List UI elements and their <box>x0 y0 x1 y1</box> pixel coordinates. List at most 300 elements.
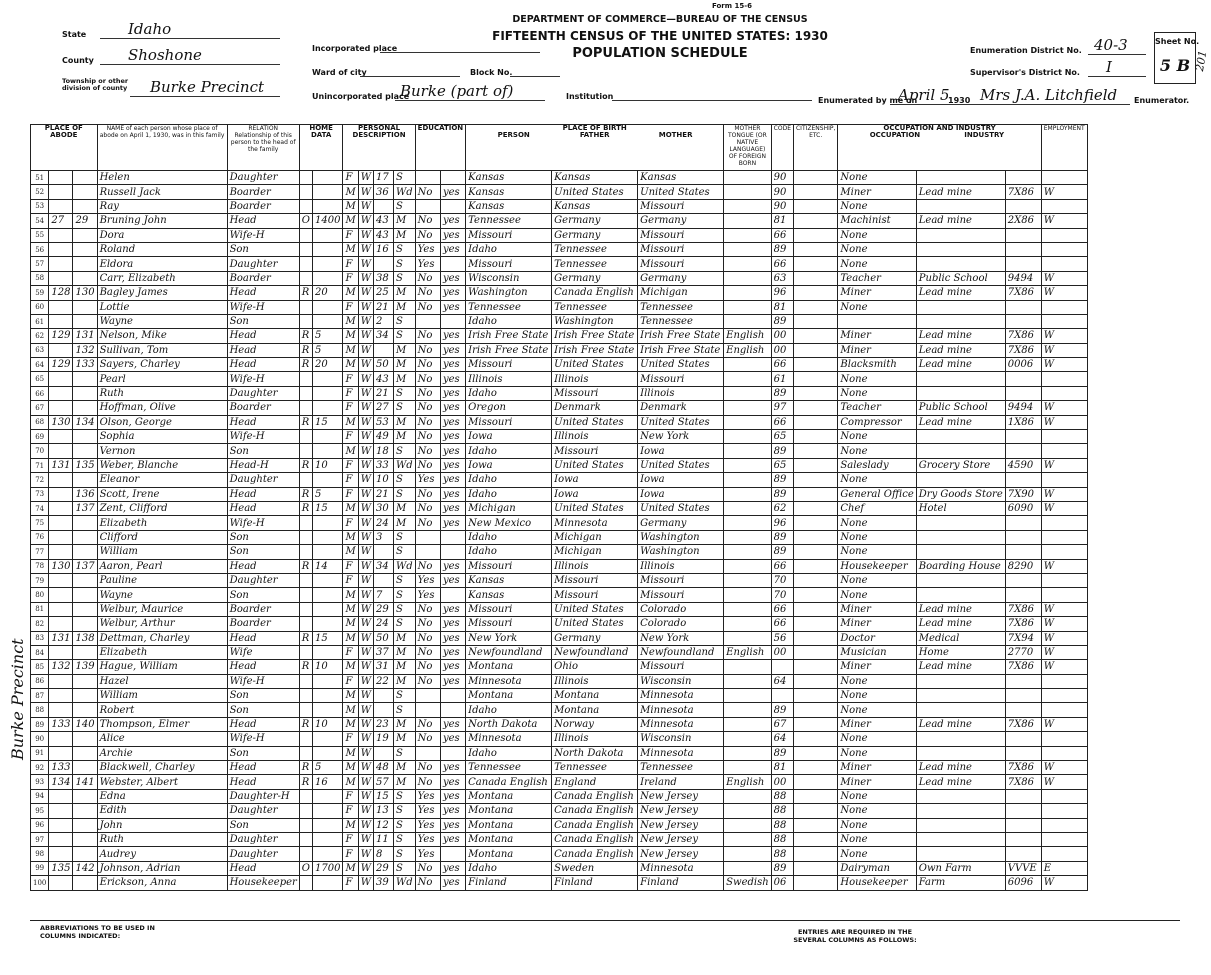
cell-bp: Idaho <box>466 861 552 875</box>
cell-dw <box>49 789 73 803</box>
cell-val <box>313 876 343 890</box>
cell-lang <box>724 372 772 386</box>
cell-age: 49 <box>373 430 393 444</box>
cell-sex: M <box>343 660 358 674</box>
cell-dw <box>49 199 73 213</box>
cell-sex: F <box>343 674 358 688</box>
table-row <box>31 343 1088 357</box>
cell-name: Wayne <box>97 314 227 328</box>
cell-rel: Wife-H <box>227 732 299 746</box>
cell-ind: Lead mine <box>916 660 1005 674</box>
cell-lang <box>724 314 772 328</box>
cell-mbp: Wisconsin <box>638 732 724 746</box>
cell-fam <box>73 228 97 242</box>
cell-read: yes <box>440 185 465 199</box>
cell-school: No <box>415 674 440 688</box>
margin-note: Burke Precinct <box>8 638 27 760</box>
unincorporated-value: Burke (part of) <box>400 82 514 100</box>
cell-lang <box>724 761 772 775</box>
cell-dw <box>49 343 73 357</box>
cell-val <box>313 300 343 314</box>
cell-wk: W <box>1041 271 1087 285</box>
cell-fbp: Kansas <box>552 171 638 185</box>
cell-cit <box>793 617 837 631</box>
cell-wk: W <box>1041 717 1087 731</box>
cell-val <box>313 732 343 746</box>
cell-fbp: Sweden <box>552 861 638 875</box>
cell-rel: Housekeeper <box>227 876 299 890</box>
cell-rel: Head <box>227 415 299 429</box>
cell-oc: 6090 <box>1005 501 1041 515</box>
cell-mar: S <box>393 271 415 285</box>
cell-mbp: United States <box>638 185 724 199</box>
cell-sex: M <box>343 242 358 256</box>
cell-lang <box>724 660 772 674</box>
table-row <box>31 271 1088 285</box>
cell-val <box>313 832 343 846</box>
cell-val: 15 <box>313 631 343 645</box>
cell-fbp: Illinois <box>552 559 638 573</box>
cell-val <box>313 171 343 185</box>
cell-ind: Lead mine <box>916 358 1005 372</box>
cell-val <box>313 674 343 688</box>
township-value: Burke Precinct <box>150 78 265 96</box>
cell-val <box>313 242 343 256</box>
cell-rel: Son <box>227 314 299 328</box>
cell-age: 18 <box>373 444 393 458</box>
cell-mar: S <box>393 487 415 501</box>
cell-ind <box>916 171 1005 185</box>
cell-mbp: Minnesota <box>638 861 724 875</box>
cell-code: 70 <box>771 588 793 602</box>
cell-fam <box>73 832 97 846</box>
cell-fbp: Canada English <box>552 832 638 846</box>
cell-val: 20 <box>313 358 343 372</box>
cell-lang <box>724 415 772 429</box>
cell-sex: M <box>343 631 358 645</box>
cell-school: Yes <box>415 573 440 587</box>
cell-line: 96 <box>31 818 49 832</box>
cell-cit <box>793 804 837 818</box>
cell-line: 72 <box>31 473 49 487</box>
cell-fbp: Canada English <box>552 818 638 832</box>
cell-line: 80 <box>31 588 49 602</box>
cell-name: Johnson, Adrian <box>97 861 227 875</box>
cell-ind <box>916 530 1005 544</box>
cell-ind <box>916 228 1005 242</box>
cell-sex: M <box>343 717 358 731</box>
cell-val: 16 <box>313 775 343 789</box>
cell-oc <box>1005 545 1041 559</box>
cell-mar: S <box>393 199 415 213</box>
cell-ind <box>916 199 1005 213</box>
cell-mar: S <box>393 257 415 271</box>
cell-occ: None <box>838 703 916 717</box>
cell-oc <box>1005 703 1041 717</box>
cell-occ: Miner <box>838 185 916 199</box>
cell-own: R <box>299 717 312 731</box>
cell-sex: M <box>343 214 358 228</box>
cell-ind: Public School <box>916 271 1005 285</box>
cell-code: 63 <box>771 271 793 285</box>
cell-rel: Daughter <box>227 386 299 400</box>
cell-mbp: New Jersey <box>638 789 724 803</box>
cell-name: Pearl <box>97 372 227 386</box>
cell-code: 62 <box>771 501 793 515</box>
cell-occ: Musician <box>838 645 916 659</box>
enumerator-name: Mrs J.A. Litchfield <box>980 86 1118 104</box>
cell-fbp: Missouri <box>552 573 638 587</box>
cell-dw <box>49 242 73 256</box>
cell-cit <box>793 530 837 544</box>
cell-sex: M <box>343 775 358 789</box>
cell-age: 50 <box>373 358 393 372</box>
table-row <box>31 415 1088 429</box>
cell-fam <box>73 271 97 285</box>
cell-rel: Son <box>227 703 299 717</box>
table-row <box>31 689 1088 703</box>
cell-age: 43 <box>373 214 393 228</box>
cell-lang <box>724 242 772 256</box>
cell-bp: Irish Free State <box>466 329 552 343</box>
cell-read: yes <box>440 818 465 832</box>
cell-code: 65 <box>771 430 793 444</box>
cell-line: 77 <box>31 545 49 559</box>
cell-oc <box>1005 789 1041 803</box>
cell-code: 65 <box>771 458 793 472</box>
cell-code: 66 <box>771 358 793 372</box>
cell-val <box>313 789 343 803</box>
cell-wk <box>1041 804 1087 818</box>
cell-line: 99 <box>31 861 49 875</box>
cell-age: 43 <box>373 228 393 242</box>
cell-race: W <box>358 242 373 256</box>
cell-ind: Home <box>916 645 1005 659</box>
cell-read: yes <box>440 286 465 300</box>
cell-occ: Housekeeper <box>838 559 916 573</box>
cell-oc <box>1005 228 1041 242</box>
table-row <box>31 573 1088 587</box>
cell-wk <box>1041 473 1087 487</box>
cell-own: R <box>299 343 312 357</box>
cell-code: 00 <box>771 343 793 357</box>
cell-mar: Wd <box>393 876 415 890</box>
cell-mar: M <box>393 516 415 530</box>
cell-code: 89 <box>771 314 793 328</box>
cell-wk: W <box>1041 185 1087 199</box>
cell-code: 70 <box>771 573 793 587</box>
cell-age: 39 <box>373 876 393 890</box>
code-header: CODE <box>771 125 793 171</box>
cell-fam <box>73 818 97 832</box>
cell-ind: Lead mine <box>916 329 1005 343</box>
cell-age: 33 <box>373 458 393 472</box>
cell-dw: 131 <box>49 458 73 472</box>
cell-fam <box>73 185 97 199</box>
cell-ind: Farm <box>916 876 1005 890</box>
cell-bp: Missouri <box>466 415 552 429</box>
cell-val <box>313 588 343 602</box>
table-row <box>31 775 1088 789</box>
form-number: Form 15-6 <box>712 2 753 10</box>
cell-mbp: Missouri <box>638 199 724 213</box>
cell-occ: Compressor <box>838 415 916 429</box>
cell-ind <box>916 674 1005 688</box>
cell-lang <box>724 832 772 846</box>
table-row <box>31 501 1088 515</box>
cell-occ: Blacksmith <box>838 358 916 372</box>
cell-fbp: Newfoundland <box>552 645 638 659</box>
footer-abbreviations: ABBREVIATIONS TO BE USED IN COLUMNS INDICATED: <box>40 924 155 940</box>
cell-lang <box>724 257 772 271</box>
cell-cit <box>793 818 837 832</box>
cell-school: No <box>415 501 440 515</box>
cell-school <box>415 703 440 717</box>
cell-own <box>299 530 312 544</box>
cell-race: W <box>358 430 373 444</box>
cell-fam <box>73 242 97 256</box>
cell-bp: Missouri <box>466 228 552 242</box>
cell-own <box>299 703 312 717</box>
cell-line: 54 <box>31 214 49 228</box>
cell-read: yes <box>440 501 465 515</box>
cell-bp: Idaho <box>466 444 552 458</box>
cell-age <box>373 199 393 213</box>
cell-ind <box>916 847 1005 861</box>
cell-rel: Daughter <box>227 171 299 185</box>
cell-fam <box>73 789 97 803</box>
cell-mbp: United States <box>638 358 724 372</box>
cell-mbp: Missouri <box>638 372 724 386</box>
cell-own: R <box>299 761 312 775</box>
cell-sex: F <box>343 804 358 818</box>
cell-fam: 136 <box>73 487 97 501</box>
cell-age: 17 <box>373 171 393 185</box>
cell-fam: 141 <box>73 775 97 789</box>
cell-bp: North Dakota <box>466 717 552 731</box>
cell-age: 29 <box>373 602 393 616</box>
cell-fam <box>73 689 97 703</box>
cell-mar: M <box>393 300 415 314</box>
cell-school: No <box>415 286 440 300</box>
cell-oc <box>1005 171 1041 185</box>
cell-cit <box>793 242 837 256</box>
cell-line: 78 <box>31 559 49 573</box>
cell-oc: 7X86 <box>1005 761 1041 775</box>
cell-sex: F <box>343 473 358 487</box>
cell-dw <box>49 271 73 285</box>
page-title: FIFTEENTH CENSUS OF THE UNITED STATES: 1930 <box>492 29 828 43</box>
cell-val <box>313 602 343 616</box>
cell-dw <box>49 602 73 616</box>
cell-line: 91 <box>31 746 49 760</box>
sheet-box <box>1154 32 1200 84</box>
cell-lang <box>724 401 772 415</box>
cell-dw <box>49 746 73 760</box>
cell-race: W <box>358 847 373 861</box>
cell-line: 92 <box>31 761 49 775</box>
cell-cit <box>793 674 837 688</box>
cell-dw <box>49 876 73 890</box>
cell-own <box>299 732 312 746</box>
cell-lang <box>724 732 772 746</box>
table-row <box>31 559 1088 573</box>
cell-wk <box>1041 228 1087 242</box>
cell-fbp: Canada English <box>552 804 638 818</box>
cell-line: 84 <box>31 645 49 659</box>
cell-name: Scott, Irene <box>97 487 227 501</box>
cell-bp: Canada English <box>466 775 552 789</box>
cell-school: No <box>415 559 440 573</box>
cell-fbp: Tennessee <box>552 300 638 314</box>
cell-oc: 2X86 <box>1005 214 1041 228</box>
cell-dw <box>49 804 73 818</box>
cell-dw <box>49 573 73 587</box>
cell-own <box>299 444 312 458</box>
cell-rel: Wife <box>227 645 299 659</box>
cell-fam <box>73 314 97 328</box>
cell-oc: 2770 <box>1005 645 1041 659</box>
cell-bp: Missouri <box>466 617 552 631</box>
cell-wk <box>1041 545 1087 559</box>
cell-school <box>415 199 440 213</box>
cell-val <box>313 473 343 487</box>
cell-own <box>299 545 312 559</box>
cell-lang <box>724 717 772 731</box>
cell-dw: 130 <box>49 559 73 573</box>
cell-name: Welbur, Maurice <box>97 602 227 616</box>
cell-age: 27 <box>373 401 393 415</box>
cell-age: 10 <box>373 473 393 487</box>
table-row <box>31 789 1088 803</box>
cell-name: Audrey <box>97 847 227 861</box>
cell-dw <box>49 832 73 846</box>
cell-dw <box>49 847 73 861</box>
cell-sex: M <box>343 286 358 300</box>
cell-cit <box>793 573 837 587</box>
cell-mbp: New York <box>638 430 724 444</box>
cell-bp: Kansas <box>466 588 552 602</box>
cell-fam: 135 <box>73 458 97 472</box>
cell-ind <box>916 430 1005 444</box>
cell-oc <box>1005 516 1041 530</box>
cell-fbp: Irish Free State <box>552 329 638 343</box>
cell-school: No <box>415 300 440 314</box>
cell-mar: S <box>393 861 415 875</box>
cell-val <box>313 617 343 631</box>
cell-oc <box>1005 804 1041 818</box>
cell-bp: Iowa <box>466 458 552 472</box>
cell-code <box>771 660 793 674</box>
supervisor-label: Supervisor's District No. <box>970 68 1080 77</box>
cell-cit <box>793 703 837 717</box>
cell-name: Sullivan, Tom <box>97 343 227 357</box>
cell-bp: Missouri <box>466 559 552 573</box>
cell-val <box>313 573 343 587</box>
cell-line: 81 <box>31 602 49 616</box>
cell-fam <box>73 746 97 760</box>
cell-rel: Son <box>227 545 299 559</box>
cell-wk: W <box>1041 214 1087 228</box>
cell-rel: Head <box>227 775 299 789</box>
cell-lang <box>724 588 772 602</box>
cell-wk: W <box>1041 286 1087 300</box>
cell-school: No <box>415 660 440 674</box>
cell-mar: S <box>393 804 415 818</box>
cell-wk: W <box>1041 775 1087 789</box>
cell-lang <box>724 271 772 285</box>
cell-ind <box>916 242 1005 256</box>
cell-school: No <box>415 458 440 472</box>
cell-rel: Son <box>227 242 299 256</box>
cell-code: 81 <box>771 214 793 228</box>
cell-fam <box>73 171 97 185</box>
cell-fam <box>73 674 97 688</box>
cell-code: 89 <box>771 487 793 501</box>
cell-line: 79 <box>31 573 49 587</box>
cell-fbp: United States <box>552 617 638 631</box>
tongue-header: MOTHER TONGUE (OR NATIVE LANGUAGE) OF FOREIGN BORN <box>724 125 772 171</box>
cell-oc: 1X86 <box>1005 415 1041 429</box>
cell-school: No <box>415 761 440 775</box>
cell-val <box>313 516 343 530</box>
cell-sex: F <box>343 832 358 846</box>
cell-lang <box>724 818 772 832</box>
cell-fbp: Tennessee <box>552 761 638 775</box>
sheet-value: 5 B <box>1159 56 1191 75</box>
cell-wk: W <box>1041 617 1087 631</box>
cell-wk <box>1041 257 1087 271</box>
cell-lang: Swedish <box>724 876 772 890</box>
cell-fam <box>73 401 97 415</box>
cell-fbp: United States <box>552 358 638 372</box>
cell-fam: 134 <box>73 415 97 429</box>
cell-mbp: Washington <box>638 545 724 559</box>
cell-oc <box>1005 832 1041 846</box>
cell-race: W <box>358 343 373 357</box>
cell-code: 88 <box>771 789 793 803</box>
cell-cit <box>793 775 837 789</box>
cell-code: 00 <box>771 329 793 343</box>
cell-mar: S <box>393 746 415 760</box>
cell-val: 10 <box>313 660 343 674</box>
cell-race: W <box>358 717 373 731</box>
cell-ind: Own Farm <box>916 861 1005 875</box>
cell-bp: Idaho <box>466 487 552 501</box>
cell-school: No <box>415 732 440 746</box>
cell-own: O <box>299 214 312 228</box>
cell-race: W <box>358 775 373 789</box>
table-row <box>31 703 1088 717</box>
cell-line: 88 <box>31 703 49 717</box>
cell-wk <box>1041 300 1087 314</box>
sheet-stamp: 201 <box>1193 49 1210 73</box>
cell-read: yes <box>440 473 465 487</box>
cell-fam <box>73 300 97 314</box>
cell-fbp: Illinois <box>552 372 638 386</box>
cell-wk <box>1041 746 1087 760</box>
cell-mbp: United States <box>638 415 724 429</box>
cell-read: yes <box>440 717 465 731</box>
cell-wk: W <box>1041 559 1087 573</box>
cell-line: 61 <box>31 314 49 328</box>
cell-rel: Boarder <box>227 602 299 616</box>
cell-lang <box>724 617 772 631</box>
cell-fam: 142 <box>73 861 97 875</box>
cell-code: 90 <box>771 171 793 185</box>
cell-cit <box>793 516 837 530</box>
cell-lang <box>724 286 772 300</box>
